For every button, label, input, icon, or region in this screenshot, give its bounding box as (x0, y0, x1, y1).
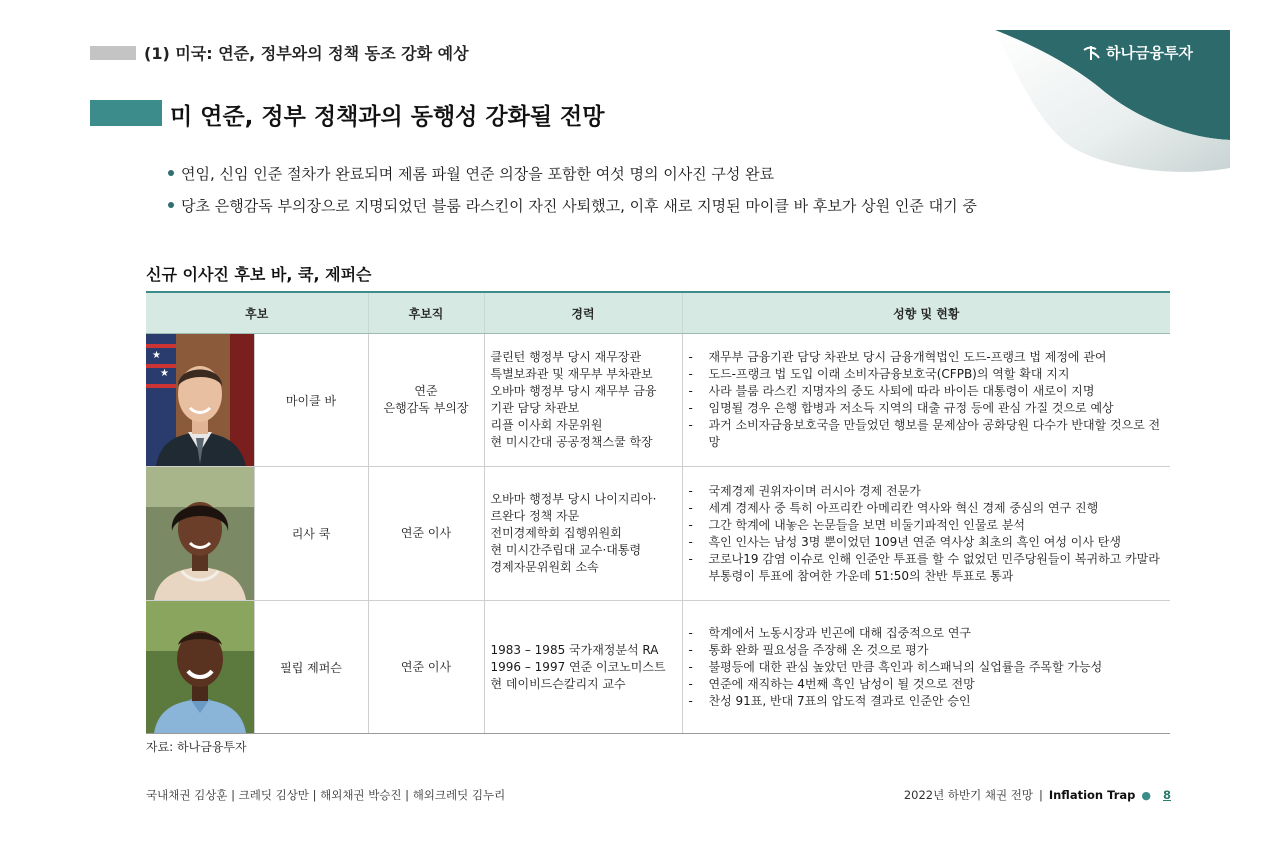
candidate-name: 필립 제퍼슨 (254, 601, 368, 734)
bullet-dot-icon (168, 202, 174, 208)
candidate-table (146, 291, 1170, 734)
header-career: 경력 (484, 292, 682, 334)
svg-text:★: ★ (152, 350, 161, 361)
candidate-position: 연준 이사 (368, 601, 484, 734)
view-item: - 그간 학계에 내놓은 논문들을 보면 비둘기파적인 인물로 분석 (689, 517, 1171, 534)
view-item: - 불평등에 대한 관심 높았던 만큼 흑인과 히스패닉의 실업률을 주목할 가능성 (689, 659, 1171, 676)
footer-authors: 국내채권 김상훈 | 크레딧 김상만 | 해외채권 박승진 | 해외크레딧 김누리 (146, 788, 506, 802)
section-title: (1) 미국: 연준, 정부와의 정책 동조 강화 예상 (144, 44, 469, 63)
logo-text: 하나금융투자 (1106, 44, 1193, 62)
page-title: 미 연준, 정부 정책과의 동행성 강화될 전망 (170, 104, 605, 130)
source-note: 자료: 하나금융투자 (146, 740, 247, 754)
view-item: - 연준에 재직하는 4번째 흑인 남성이 될 것으로 전망 (689, 676, 1171, 693)
view-item: - 코로나19 감염 이슈로 인해 인준안 투표를 할 수 없었던 민주당원들이 복귀하고 카말라 부통령이 투표에 참여한 가운데 51:50의 찬반 투표로 통과 (689, 551, 1171, 585)
footer-report: 2022년 하반기 채권 전망 | Inflation Trap ● 8 (903, 788, 1171, 802)
header-position: 후보직 (368, 292, 484, 334)
view-item: - 학계에서 노동시장과 빈곤에 대해 집중적으로 연구 (689, 625, 1171, 642)
bullet-item: 당초 은행감독 부의장으로 지명되었던 블룸 라스킨이 자진 사퇴했고, 이후 새로 지명된 마이클 바 후보가 상원 인준 대기 중 (168, 196, 977, 216)
portrait-jefferson (146, 601, 254, 733)
table-row (146, 334, 1170, 467)
candidate-career: 1983 – 1985 국가재정분석 RA 1996 – 1997 연준 이코노미스트 현 데이비드슨칼리지 교수 (484, 601, 682, 734)
candidate-photo (146, 467, 254, 601)
candidate-views (682, 601, 1170, 734)
view-item: - 사라 블룸 라스킨 지명자의 중도 사퇴에 따라 바이든 대통령이 새로이 지명 (689, 383, 1171, 400)
bullet-dot-icon (168, 170, 174, 176)
footer-report-title: 2022년 하반기 채권 전망 (903, 788, 1033, 802)
view-item: - 임명될 경우 은행 합병과 저소득 지역의 대출 규정 등에 관심 가질 것으로 예상 (689, 400, 1171, 417)
heading-marker (90, 100, 162, 126)
view-item: - 흑인 인사는 남성 3명 뿐이었던 109년 연준 역사상 최초의 흑인 여성 이사 탄생 (689, 534, 1171, 551)
svg-text:★: ★ (160, 368, 169, 379)
portrait-cook (146, 467, 254, 600)
view-item: - 재무부 금융기관 담당 차관보 당시 금융개혁법인 도드-프랭크 법 제정에 관여 (689, 349, 1171, 366)
hana-leaf-icon (1082, 44, 1102, 62)
table-row (146, 467, 1170, 601)
header-views: 성향 및 현황 (682, 292, 1170, 334)
view-item: - 세계 경제사 중 특히 아프리칸 아메리칸 역사와 혁신 경제 중심의 연구 진행 (689, 500, 1171, 517)
view-item: - 찬성 91표, 반대 7표의 압도적 결과로 인준안 승인 (689, 693, 1171, 710)
table-header-row (146, 292, 1170, 334)
table-row (146, 601, 1170, 734)
footer-dot-icon: ● (1141, 788, 1151, 802)
view-item: - 국제경제 권위자이며 러시아 경제 전문가 (689, 483, 1171, 500)
candidate-position: 연준 은행감독 부의장 (368, 334, 484, 467)
portrait-barr (146, 334, 254, 466)
candidate-photo (146, 601, 254, 734)
candidate-career: 클린턴 행정부 당시 재무장관 특별보좌관 및 재무부 부차관보 오바마 행정부 당시 재무부 금융 기관 담당 차관보 리플 이사회 자문위원 현 미시간대 공공정책스쿨 학장 (484, 334, 682, 467)
view-item: - 과거 소비자금융보호국을 만들었던 행보를 문제삼아 공화당원 다수가 반대할 것으로 전망 (689, 417, 1171, 451)
footer-theme: Inflation Trap (1048, 788, 1136, 802)
candidate-name: 마이클 바 (254, 334, 368, 467)
company-logo (1082, 42, 1193, 63)
summary-bullets (168, 164, 977, 228)
candidate-photo (146, 334, 254, 467)
section-marker (90, 46, 136, 60)
candidate-name: 리사 쿡 (254, 467, 368, 601)
table-title: 신규 이사진 후보 바, 쿡, 제퍼슨 (146, 265, 372, 284)
view-item: - 통화 완화 필요성을 주장해 온 것으로 평가 (689, 642, 1171, 659)
candidate-position: 연준 이사 (368, 467, 484, 601)
bullet-item: 연임, 신임 인준 절차가 완료되며 제롬 파월 연준 의장을 포함한 여섯 명의 이사진 구성 완료 (168, 164, 977, 184)
candidate-views (682, 334, 1170, 467)
candidate-career: 오바마 행정부 당시 나이지리아· 르완다 정책 자문 전미경제학회 집행위원회 현 미시간주립대 교수·대통령 경제자문위원회 소속 (484, 467, 682, 601)
candidate-views (682, 467, 1170, 601)
page-number: 8 (1162, 788, 1171, 802)
header-candidate: 후보 (146, 292, 368, 334)
view-item: - 도드-프랭크 법 도입 이래 소비자금융보호국(CFPB)의 역할 확대 지지 (689, 366, 1171, 383)
